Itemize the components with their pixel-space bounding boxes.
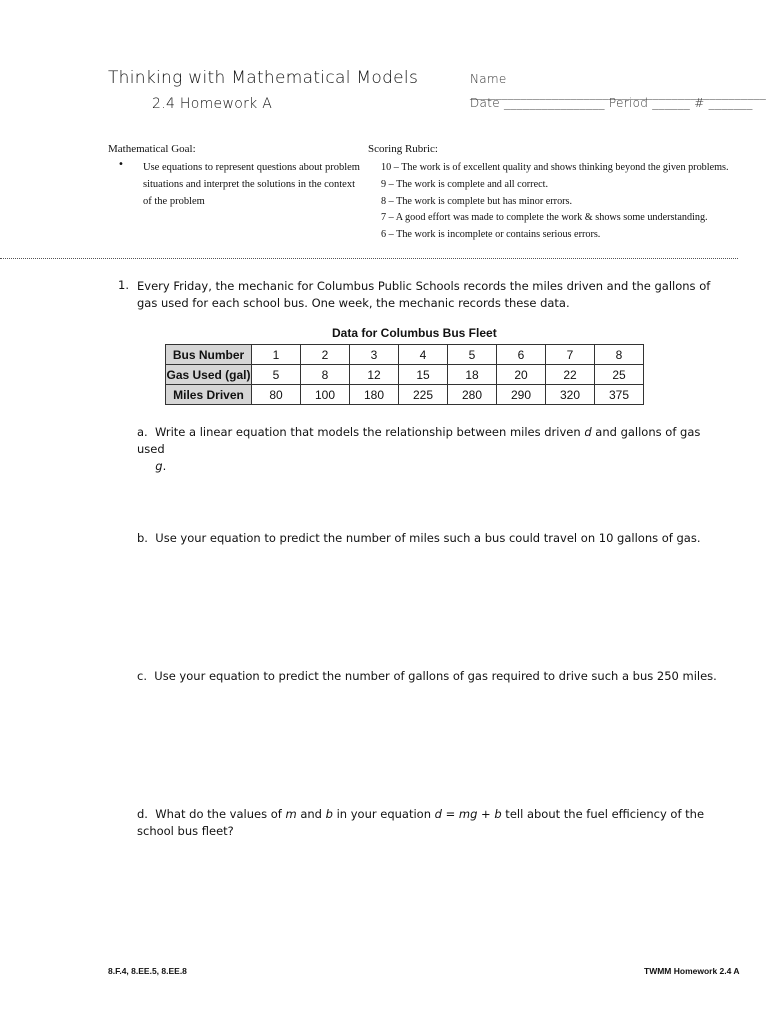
row-header: Miles Driven [166,385,252,405]
table-cell: 320 [546,385,595,405]
row-header: Bus Number [166,345,252,365]
part-d [137,806,727,840]
variable-b: b [325,807,333,821]
table-cell: 15 [399,365,448,385]
part-a-text-2: and gallons of gas used [137,425,701,456]
part-d-text-2: in your equation [332,807,435,821]
table-cell: 4 [399,345,448,365]
worksheet-title: Thinking with Mathematical Models [108,68,419,88]
question-text: Every Friday, the mechanic for Columbus Public Schools records the miles driven and the gallons of gas used for each school bus. One week, the mechanic records these data. [137,279,711,310]
rubric-item: 8 – The work is complete but has minor errors. [381,195,573,207]
table-cell: 375 [595,385,644,405]
row-header: Gas Used (gal) [166,365,252,385]
part-b-text: Use your equation to predict the number of miles such a bus could travel on 10 gallons of gas. [155,531,701,545]
rubric-item: 7 – A good effort was made to complete the work & shows some understanding. [381,212,708,224]
table-cell: 80 [252,385,301,405]
table-cell: 6 [497,345,546,365]
part-d-and: and [296,807,326,821]
footer-label: TWMM Homework 2.4 A [644,966,740,976]
name-field: Name _______________________________________________ [470,72,767,100]
variable-m: m [285,807,297,821]
question-number: 1. [118,278,129,292]
equation: d = mg + b [434,807,502,821]
table-cell: 290 [497,385,546,405]
rubric-item: 9 – The work is complete and all correct. [381,178,548,190]
table-cell: 3 [350,345,399,365]
part-label: b. [137,531,148,545]
rubric-item: 10 – The work is of excellent quality and shows thinking beyond the given problems. [381,162,729,173]
table-cell: 12 [350,365,399,385]
bus-fleet-table [165,344,644,405]
table-row [166,365,644,385]
table-row [166,385,644,405]
table-cell: 25 [595,365,644,385]
part-a [137,424,727,475]
table-title: Data for Columbus Bus Fleet [332,326,497,340]
table-row [166,345,644,365]
table-cell: 8 [595,345,644,365]
part-label: a. [137,425,148,439]
variable-d: d [584,425,592,439]
part-d-text: What do the values of [155,807,286,821]
table-cell: 20 [497,365,546,385]
part-c-text: Use your equation to predict the number of gallons of gas required to drive such a bus 250 miles. [154,669,717,683]
part-label: d. [137,807,148,821]
date-period-field: Date ________________ Period ______ # _______ [470,96,753,110]
rubric-item: 6 – The work is incomplete or contains serious errors. [381,229,601,241]
rubric-heading: Scoring Rubric: [368,143,438,155]
variable-g: g [155,459,163,473]
table-cell: 18 [448,365,497,385]
table-cell: 5 [252,365,301,385]
table-cell: 280 [448,385,497,405]
table-cell: 8 [301,365,350,385]
goal-heading: Mathematical Goal: [108,143,196,155]
part-c [137,668,727,685]
part-d-end: tell about the fuel efficiency of the school bus fleet? [137,807,705,838]
table-cell: 225 [399,385,448,405]
part-a-text: Write a linear equation that models the relationship between miles driven [155,425,585,439]
table-cell: 5 [448,345,497,365]
part-b [137,530,727,547]
table-cell: 7 [546,345,595,365]
table-cell: 22 [546,365,595,385]
worksheet-subtitle: 2.4 Homework A [152,96,273,112]
table-cell: 1 [252,345,301,365]
table-cell: 2 [301,345,350,365]
part-label: c. [137,669,147,683]
goal-text: Use equations to represent questions about problem situations and interpret the solutions in the context of the problem [143,162,360,207]
goal-bullet-icon: • [118,159,124,170]
footer-standards: 8.F.4, 8.EE.5, 8.EE.8 [108,966,187,976]
section-divider [0,258,738,259]
table-cell: 100 [301,385,350,405]
table-cell: 180 [350,385,399,405]
rubric-list [381,160,729,244]
part-a-end: . [162,459,167,473]
